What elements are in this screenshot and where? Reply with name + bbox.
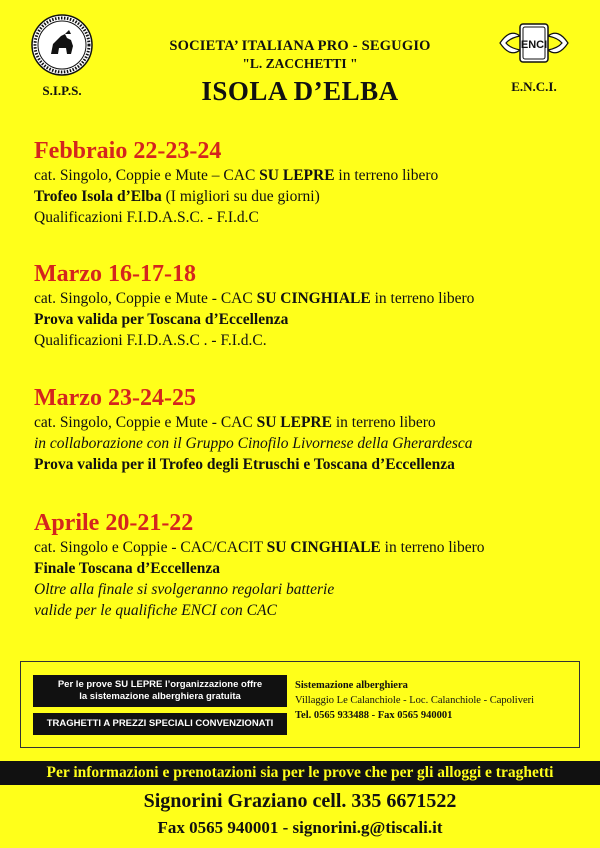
event-march-23 xyxy=(34,384,584,475)
event-trophy: Trofeo Isola d’Elba (I migliori su due giorni) xyxy=(34,188,320,205)
event-category: cat. Singolo, Coppie e Mute - CAC SU LEPRE in terreno libero xyxy=(34,414,436,431)
event-date: Febbraio 22-23-24 xyxy=(34,138,222,164)
hotel-address: Villaggio Le Calanchiole - Loc. Calanchiole - Capoliveri xyxy=(295,695,535,706)
hotel-title: Sistemazione alberghiera xyxy=(295,680,408,691)
enci-emblem-icon xyxy=(496,14,572,72)
header xyxy=(110,38,490,107)
event-date: Marzo 16-17-18 xyxy=(34,261,196,287)
event-final: Finale Toscana d’Eccellenza xyxy=(34,560,220,577)
event-qualification: Qualificazioni F.I.D.A.S.C . - F.I.d.C. xyxy=(34,332,267,349)
event-date: Aprile 20-21-22 xyxy=(34,510,194,536)
event-qualification: Qualificazioni F.I.D.A.S.C. - F.I.d.C xyxy=(34,209,259,226)
event-category: cat. Singolo e Coppie - CAC/CACIT SU CINGHIALE in terreno libero xyxy=(34,539,485,556)
info-banner: Per informazioni e prenotazioni sia per le prove che per gli alloggi e traghetti xyxy=(0,761,600,785)
event-collaboration: in collaborazione con il Gruppo Cinofilo Livornese della Gherardesca xyxy=(34,435,473,452)
event-february xyxy=(34,137,584,228)
contact-name-phone: Signorini Graziano cell. 335 6671522 xyxy=(143,790,457,812)
page-title: ISOLA D’ELBA xyxy=(201,76,399,106)
event-category: cat. Singolo, Coppie e Mute – CAC SU LEPRE in terreno libero xyxy=(34,167,439,184)
enci-emblem-text: ENCI xyxy=(520,39,548,51)
hotel-phone: Tel. 0565 933488 - Fax 0565 940001 xyxy=(295,710,453,721)
event-validity: Prova valida per il Trofeo degli Etruschi e Toscana d’Eccellenza xyxy=(34,456,455,473)
sips-seal-icon xyxy=(31,14,93,76)
hotel-info xyxy=(295,678,575,723)
sips-caption: S.I.P.S. xyxy=(42,83,82,98)
society-dedication: "L. ZACCHETTI " xyxy=(242,56,358,71)
event-validity: Prova valida per Toscana d’Eccellenza xyxy=(34,311,289,328)
event-march-16 xyxy=(34,260,584,351)
free-accommodation-banner: Per le prove SU LEPRE l’organizzazione offre la sistemazione alberghiera gratuita xyxy=(33,675,287,707)
contact-fax-email: Fax 0565 940001 - signorini.g@tiscali.it xyxy=(157,818,443,837)
event-april xyxy=(34,509,584,621)
society-name: SOCIETA’ ITALIANA PRO - SEGUGIO xyxy=(169,38,431,54)
sips-logo xyxy=(30,14,94,99)
accommodation-box xyxy=(20,661,580,748)
event-note-1: Oltre alla finale si svolgeranno regolari batterie xyxy=(34,581,335,598)
event-date: Marzo 23-24-25 xyxy=(34,385,196,411)
ferry-banner: TRAGHETTI A PREZZI SPECIALI CONVENZIONATI xyxy=(33,713,287,735)
event-category: cat. Singolo, Coppie e Mute - CAC SU CINGHIALE in terreno libero xyxy=(34,290,475,307)
enci-caption: E.N.C.I. xyxy=(511,79,557,94)
event-note-2: valide per le qualifiche ENCI con CAC xyxy=(34,602,277,619)
enci-logo xyxy=(496,14,572,95)
